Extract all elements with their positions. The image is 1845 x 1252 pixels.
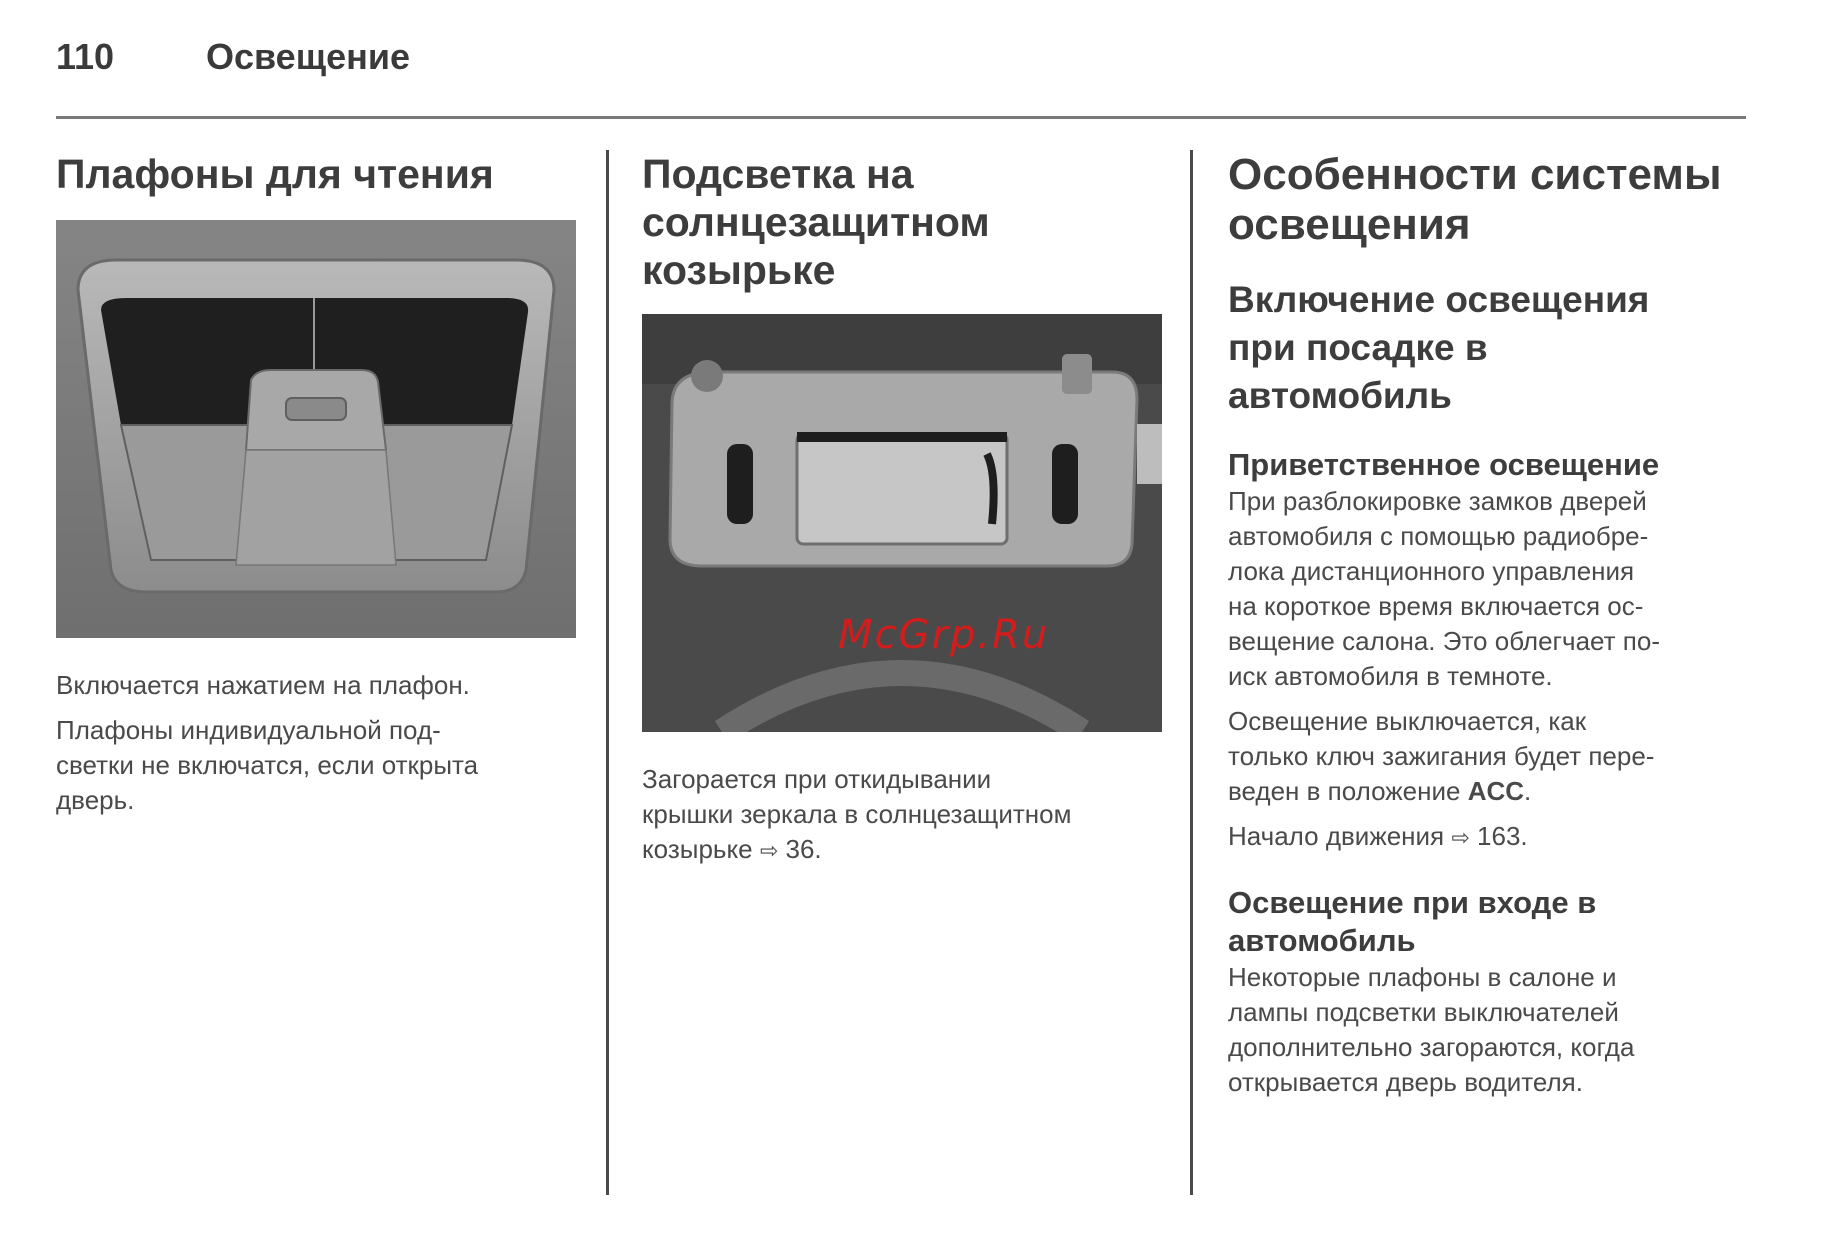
- column-visor-light: [642, 150, 1162, 869]
- page-header: [56, 36, 1746, 120]
- paragraph: Начало движения ⇨ 163.: [1228, 821, 1528, 851]
- page-ref-link[interactable]: 36.: [785, 834, 822, 864]
- paragraph: При разблокировке замков дверей автомобиля с помощью радиобре- лока дистанционного управления на короткое время включается ос- вещение салона. Это облегчает по- иск автомобиля в темноте.: [1228, 486, 1660, 691]
- acc-label: ACC: [1467, 776, 1525, 806]
- column-divider: [1190, 150, 1193, 1195]
- heading-entry-lighting: Освещение при входе в автомобиль: [1228, 885, 1597, 958]
- paragraph: Включается нажатием на плафон.: [56, 670, 470, 700]
- paragraph: Некоторые плафоны в салоне и лампы подсветки выключателей дополнительно загораются, когда открывается дверь водителя.: [1228, 962, 1635, 1097]
- column-reading-lamps: [56, 150, 576, 818]
- column-divider: [606, 150, 609, 1195]
- watermark: McGrp.Ru: [838, 612, 1050, 658]
- section-title: Особенности системы освещения: [1228, 150, 1722, 249]
- page-ref-icon: ⇨: [1451, 826, 1470, 851]
- header-rule: [56, 116, 1746, 119]
- reading-lamp-photo: [56, 220, 576, 638]
- paragraph: Загорается при откидывании крышки зеркала в солнцезащитном козырьке ⇨ 36.: [642, 764, 1072, 864]
- paragraph: Освещение выключается, как только ключ зажигания будет пере- веден в положение ACC.: [1228, 706, 1655, 806]
- chapter-title: Освещение: [206, 36, 410, 77]
- column-lighting-features: [1228, 150, 1758, 1100]
- paragraph: Плафоны индивидуальной под- светки не включатся, если открыта дверь.: [56, 715, 479, 815]
- section-title: Подсветка на солнцезащитном козырьке: [642, 151, 990, 293]
- page-ref-link[interactable]: 163.: [1477, 821, 1528, 851]
- section-title: Плафоны для чтения: [56, 151, 494, 197]
- page-number: 110: [56, 36, 115, 77]
- page-ref-icon: ⇨: [759, 839, 779, 864]
- heading-welcome-lighting: Приветственное освещение: [1228, 447, 1660, 482]
- subsection-title: Включение освещения при посадке в автомобиль: [1228, 279, 1650, 416]
- sun-visor-mirror-photo: [642, 314, 1162, 732]
